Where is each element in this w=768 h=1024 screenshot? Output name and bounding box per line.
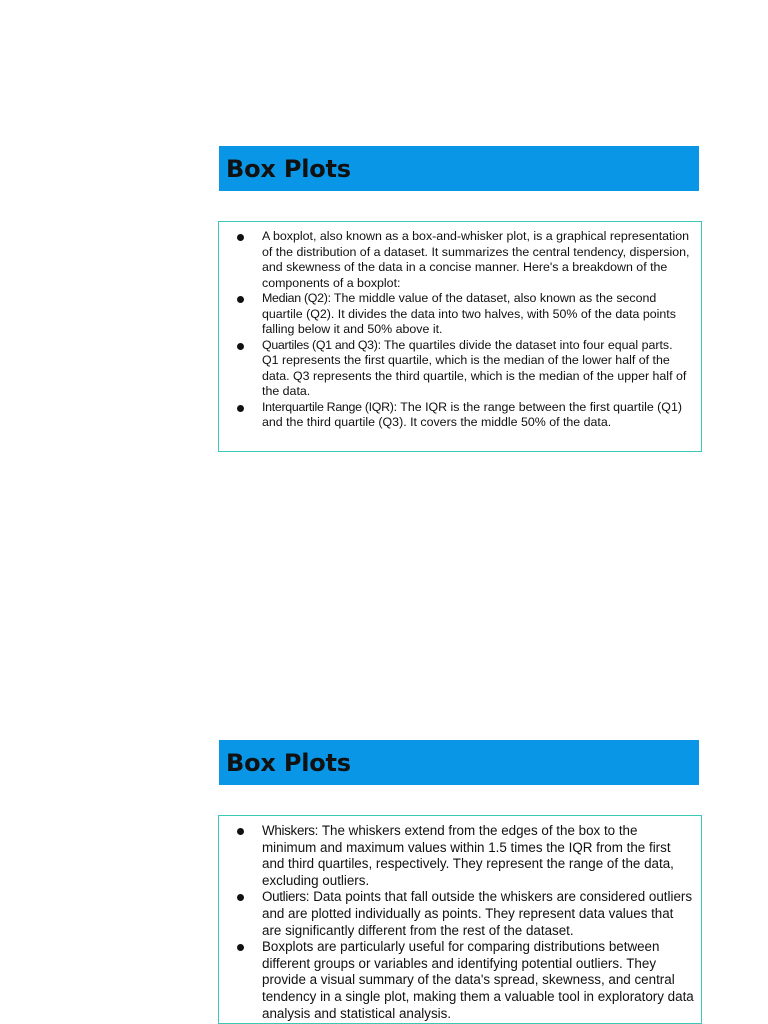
content-box <box>218 221 702 452</box>
bullet-item <box>234 338 691 400</box>
slide-title: Box Plots <box>226 154 351 183</box>
bullet-icon <box>237 296 244 303</box>
bullet-text: : The whiskers extend from the edges of the box to the minimum and maximum values within 1.5 times the IQR from the first and third quartiles, respectively. They represent the range of the data, excluding outliers. <box>262 823 674 888</box>
bullet-term: Median (Q2): <box>262 291 331 305</box>
slide-title: Box Plots <box>226 748 351 777</box>
bullet-text: A boxplot, also known as a box-and-whisker plot, is a graphical representation of the distribution of a dataset. It summarizes the central tendency, dispersion, and skewness of the data in a concise manner. Here's a breakdown of the components of a boxplot: <box>262 229 690 290</box>
bullet-icon <box>237 405 244 412</box>
bullet-item <box>234 939 695 1022</box>
bullet-list <box>234 823 695 1022</box>
bullet-item <box>234 229 691 291</box>
bullet-term: Whiskers <box>262 823 315 838</box>
slide-title-bar <box>219 146 699 191</box>
content-box <box>218 815 702 1024</box>
bullet-icon <box>237 343 244 350</box>
bullet-text: : The IQR is the range between the first quartile (Q1) and the third quartile (Q3). It covers the middle 50% of the data. <box>262 399 682 429</box>
bullet-term: Outliers <box>262 889 306 905</box>
bullet-term: Quartiles (Q1 and Q3): <box>262 337 381 352</box>
bullet-item <box>234 291 691 338</box>
slide-title-bar <box>219 740 699 785</box>
bullet-list <box>234 229 691 431</box>
bullet-text: The quartiles divide the dataset into four equal parts. Q1 represents the first quartile, which is the median of the lower half of the data. Q3 represents the third quartile, which is the median of the upper half of the data. <box>262 337 687 398</box>
bullet-item <box>234 400 691 431</box>
bullet-item <box>234 889 695 939</box>
bullet-icon <box>237 894 244 901</box>
bullet-item <box>234 823 695 889</box>
bullet-term: Interquartile Range (IQR) <box>262 399 394 414</box>
bullet-icon <box>237 828 244 835</box>
bullet-icon <box>237 944 244 951</box>
bullet-text: : Data points that fall outside the whiskers are considered outliers and are plotted individually as points. They represent data values that are significantly different from the rest of the dataset. <box>262 889 693 938</box>
bullet-text: Boxplots are particularly useful for comparing distributions between different groups or variables and identifying potential outliers. They provide a visual summary of the data's spread, skewness, and central tendency in a single plot, making them a valuable tool in exploratory data analysis and statistical analysis. <box>262 939 694 1021</box>
bullet-icon <box>237 234 244 241</box>
bullet-text: The middle value of the dataset, also known as the second quartile (Q2). It divides the data into two halves, with 50% of the data points falling below it and 50% above it. <box>262 291 676 336</box>
